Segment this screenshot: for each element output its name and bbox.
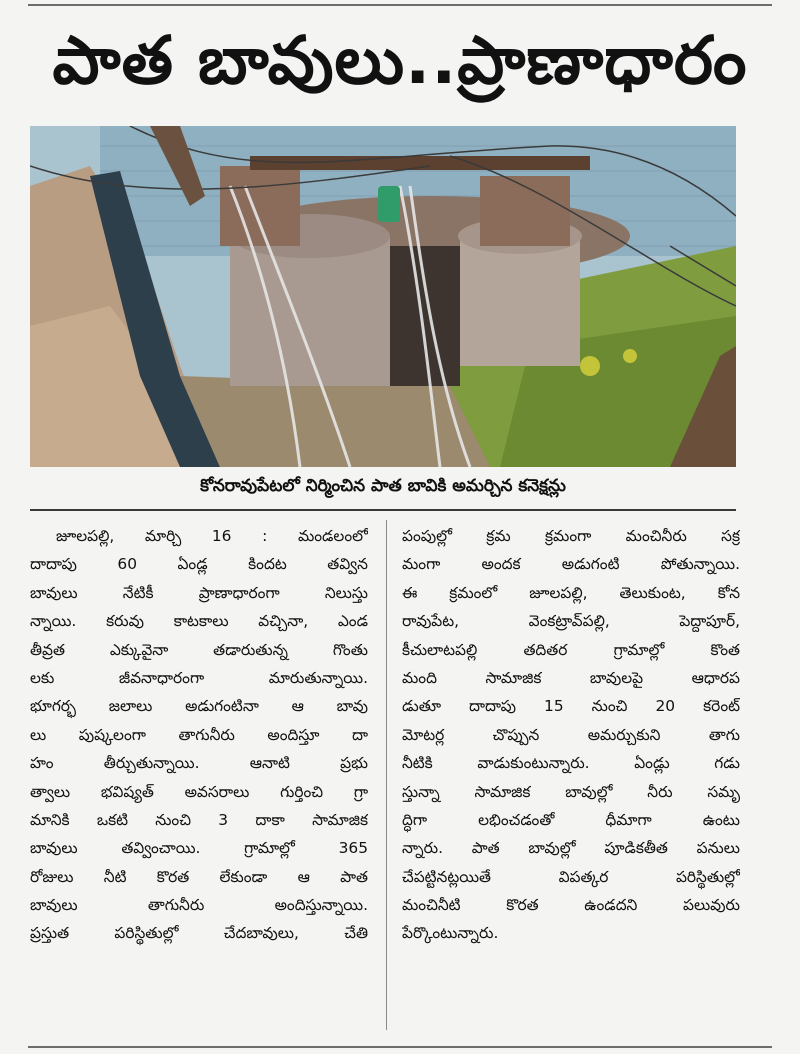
text-line: చేపట్టినట్లయితే విపత్కర పరిస్థితుల్లో: [402, 867, 740, 886]
article-headline: పాత బావులు..ప్రాణాధారం: [52, 21, 748, 99]
article-column-right: [402, 522, 740, 948]
article-column-left: [30, 522, 368, 948]
text-line: మంచినీటి కొరత ఉండదని పలువురు: [402, 896, 740, 915]
article-photo: [30, 126, 736, 467]
text-line: మోటర్ల చొప్పున అమర్చుకుని తాగు: [402, 725, 740, 744]
caption-rule: [30, 509, 736, 511]
bottom-rule: [28, 1046, 772, 1048]
text-line: బావులు తాగునీరు అందిస్తున్నాయి.: [30, 896, 368, 915]
text-line: బావులు తవ్వించాయి. గ్రామాల్లో 365: [30, 839, 368, 858]
text-line: మంగా అందక అడుగంటి పోతున్నాయి.: [402, 555, 740, 574]
text-line: త్వాలు భవిష్యత్ అవసరాలు గుర్తించి గ్రా: [30, 782, 368, 801]
text-line: తీవ్రత ఎక్కువైనా తడారుతున్న గొంతు: [30, 640, 368, 659]
text-line: రోజులు నీటి కొరత లేకుండా ఆ పాత: [30, 867, 368, 886]
text-line: న్నాయి. కరువు కాటకాలు వచ్చినా, ఎండ: [30, 612, 368, 631]
text-line: మంది సామాజిక బావులపై ఆధారప: [402, 668, 740, 687]
photo-caption: కోనరావుపేటలో నిర్మించిన పాత బావికి అమర్చిన కనెక్షన్లు: [200, 476, 566, 496]
text-line: కీచులాటపల్లి తదితర గ్రామాల్లో కొంత: [402, 640, 740, 659]
text-line: పేర్కొంటున్నారు.: [402, 924, 499, 943]
text-line: లు పుష్కలంగా తాగునీరు అందిస్తూ దా: [30, 725, 368, 744]
text-line: మానికి ఒకటి నుంచి 3 దాకా సామాజిక: [30, 810, 368, 829]
text-line: దాదాపు 60 ఏండ్ల కిందట తవ్విన: [30, 555, 368, 574]
old-well-photo-icon: [30, 126, 736, 467]
text-line: నీటికి వాడుకుంటున్నారు. ఏండ్లు గడు: [402, 754, 740, 773]
text-line: ఈ క్రమంలో జూలపల్లి, తెలుకుంట, కోన: [402, 583, 740, 602]
text-line: లకు జీవనాధారంగా మారుతున్నాయి.: [30, 668, 368, 687]
column-divider: [386, 520, 387, 1030]
text-line: స్తున్నా సామాజిక బావుల్లో నీరు సమృ: [402, 782, 740, 801]
text-line: ద్ధిగా లభించడంతో ధీమాగా ఉంటు: [402, 810, 740, 829]
text-line: జూలపల్లి, మార్చి 16 : మండలంలో: [56, 527, 368, 545]
text-line: పంపుల్లో క్రమ క్రమంగా మంచినీరు సక్ర: [402, 527, 740, 545]
text-line: బావులు నేటికీ ప్రాణాధారంగా నిలుస్తు: [30, 583, 368, 602]
text-line: న్నారు. పాత బావుల్లో పూడికతీత పనులు: [402, 839, 740, 858]
top-rule: [28, 4, 772, 6]
text-line: రావుపేట, వెంకట్రావ్‌పల్లి, పెద్దాపూర్,: [402, 612, 740, 631]
text-line: భూగర్భ జలాలు అడుగంటినా ఆ బావు: [30, 697, 368, 716]
text-line: ప్రస్తుత పరిస్థితుల్లో చేదబావులు, చేతి: [30, 924, 368, 943]
text-line: హం తీర్చుతున్నాయి. ఆనాటి ప్రభు: [30, 754, 368, 773]
text-line: డుతూ దాదాపు 15 నుంచి 20 కరెంట్: [402, 697, 740, 716]
